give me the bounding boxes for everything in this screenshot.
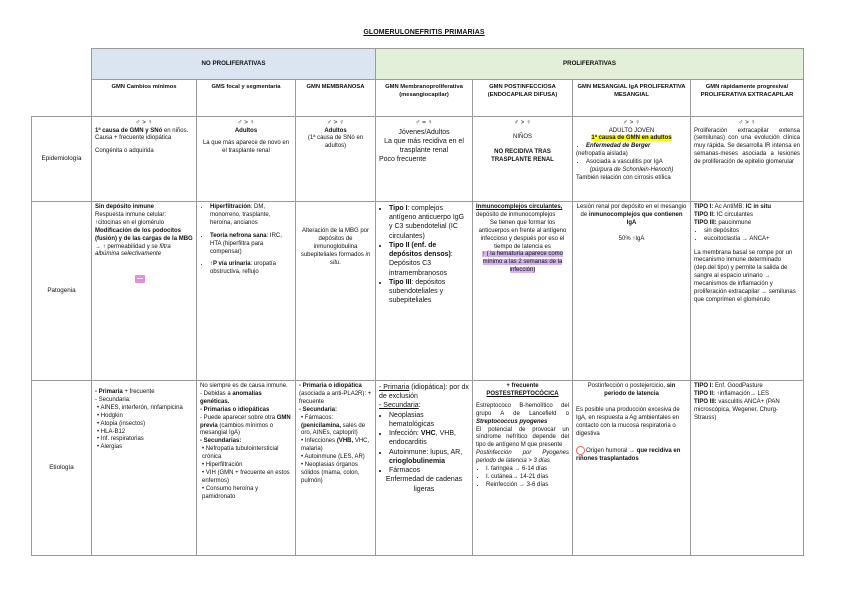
eti-text: - Primaria o idiopática [299,383,362,389]
group-header-proliferative: PROLIFERATIVAS [376,49,804,80]
col-header-rapidamente-progresiva: GMN rápidamente progresiva/ PROLIFERATIVA EXTRACAPILAR [691,80,804,117]
eti-text: Postinfección por Pyogenes periodo de latencia > 3 días [476,450,569,465]
sex-ratio: ♂ > ♀ [513,119,532,126]
eti-text: TIPO II: [694,390,715,397]
epi-text: 1ª causa de GMN en adultos [591,135,672,142]
pat-text: : IRC, HTA (hiperfiltra para compensar) [210,232,282,255]
sex-ratio: ♂ > ♀ [326,119,345,126]
epi-text: Jóvenes/Adultos [398,128,450,136]
eti-text: que recidiva en riñones trasplantados [576,448,681,463]
pat-text: ↑P vía urinaria [210,261,251,268]
eti-text: TIPO III: [694,398,717,405]
eti-text: Hiperfiltración [205,462,243,469]
eti-text: • Neoplasias hematológicas [389,411,469,429]
pat-text: : Depósitos C3 intramembranosos [389,251,453,277]
epi-text: Enfermedad de Berger [586,143,651,150]
col-header-mesangial-iga: GMN MESANGIAL IgA PROLIFERATIVA MESANGIAL [573,80,691,117]
eti-text: : [418,402,421,410]
epi-text: NIÑOS [512,133,532,140]
eti-cambios-minimos: - Primaria + frecuente - Secundaria: • AINES, interferón, rinfampicina • Hodgkin • Atopia (insectos) • HLA-B12 • Inf. respiratorias • Alergias [92,381,197,556]
eti-rapidamente-progresiva [691,381,804,556]
eti-text: Estreptococo B-hemolítico del grupo A de Lancefield o [476,402,569,417]
corner-cell [32,49,92,80]
epi-text: (nefropatía aislada) [576,151,628,158]
sex-ratio: ♂ = ♀ [415,119,433,126]
eti-text: (cambios mínimos o mesangial IgA) [200,422,274,437]
pat-mesangial-iga [573,202,691,381]
eti-text: Alergias [100,444,123,451]
epi-text: Proliferación extracapilar extensa (semilunas) con una evolución clínica muy rápida. Se desarrolla IR intensa en semanas-meses asociada a lesiones de proliferación de epitelio glomerular [694,127,800,166]
eti-membranosa: - Primaria o idiopática (asociada a anti-PLA2R): + frecuente - Secundaria: • Fármacos: (penicilamina, sales de oro, AINEs, captopril) • Infecciones (VHB, VHC, malaria) • Autoinmune (LES, AR) • Neoplasias órganos sólidos (mama, colon, pulmón) [296,381,376,556]
sex-ratio: ♂ > ♀ [738,119,756,126]
pat-text: Tipo I [389,205,408,212]
eti-text: Inf. respiratorias [100,436,144,443]
eti-text: Autoinmune: lupus, AR, [389,448,463,456]
eti-text: VHC [420,430,436,438]
pat-text: : DM, monorreno, trasplante, heroína, ancianos [210,204,271,226]
eti-focal-segmentaria: No siempre es de causa inmune. - Debidas a anomalías genéticas. - Primarias o idiopáticas - Puede aparecer sobre otra GMN previa (cambios mínimos o mesangial IgA) - Secundarias: • Nefropatía tubulointersticial crónica • Hiperfiltración • VIH (GMN + frecuente en estos enfermos) • Consumo heroína y pamidronato [197,381,296,556]
eti-text: Hodgkin [100,412,123,419]
eti-text: + frecuente [122,389,155,395]
pat-text: Tipo II (enf. de depósitos densos) [389,241,451,259]
pat-text: Respuesta inmune celular: [95,211,167,218]
eti-text: • I. faringea → 6-14 días [486,466,569,474]
eti-membranoproliferativa [376,381,473,556]
pat-text: La membrana basal se rompe por un mecanismo inmune determinado (dep.del tipo) y permite la salida de sangre al espacio urinario → mecanismos de inflamación y proliferación extracapilar → semilunas que comprimen el glomérulo [694,249,796,303]
pat-text: depósito de inmunocomplejos [476,211,556,218]
pat-text: 50% ↑IgA [618,235,645,242]
eti-text: Infección: [389,430,421,438]
epi-text: Adultos [324,127,347,134]
epi-text: 1ª causa de GMN y SNó [95,127,163,134]
eti-text: • Fármacos [389,466,469,475]
pat-text: IC in situ [745,204,772,210]
epi-cambios-minimos [92,117,197,202]
document-title: GLOMERULONEFRITIS PRIMARIAS [363,29,485,36]
pat-text: in situ. [329,251,371,266]
eti-text: - Primaria [95,389,123,395]
epi-text: La que más recidiva en el trasplante renal [384,137,464,155]
eti-text: • Reinfección → 3-6 días [486,482,569,490]
eti-text: - Secundaria [379,402,419,410]
epi-text: Adultos [234,127,258,134]
eti-text: (asociada a anti-PLA2R): + frecuente [299,390,372,405]
eti-text: anomalías genéticas. [200,390,262,405]
eti-text: El potencial de provocar un síndrome nefrítico depende del tipo de antígeno M que presente [476,426,569,449]
pat-text: filtra albúmina selectivamente [95,243,171,258]
pat-text: paucinmune [716,219,752,226]
eti-text: , VHB, endocarditis [389,430,456,447]
epi-membranoproliferativa [376,117,473,202]
pat-text: Sin depósito inmune [95,204,155,210]
row-header-etiologia: Etiología [32,381,92,556]
pat-text: Inmunocomplejos circulantes, [476,204,563,210]
epi-rapidamente-progresiva [691,117,804,202]
pat-text: Modificación de los podocitos (fusión) y de las cargas de la MBG [95,227,193,242]
pat-text: • sin depósitos [704,228,800,236]
eti-text: (idiopática): por dx de exclusión [379,384,469,401]
col-header-membranosa: GMN MEMBRANOSA [296,80,376,117]
eti-mesangial-iga [573,381,691,556]
col-header-cambios-minimos: GMN Cambios mínimos [92,80,197,117]
eti-text: Neoplasias órganos sólidos (mama, colon, pulmón) [301,462,360,484]
eti-text: (VHB, [336,438,354,445]
eti-text: - Secundarias: [200,438,242,445]
eti-text: (penicilamina, [301,422,342,429]
col-header-focal-segmentaria: GMS focal y segmentaria [197,80,296,117]
epi-text: Causa + frecuente idiopática [95,135,172,142]
pat-text: : complejos antígeno anticuerpo IgG y C3 subendotelial (IC circulantes) [389,205,465,240]
eti-text: Autoinmune (LES, AR) [304,454,365,461]
eti-text: - Primarias o idiopáticas [200,406,270,413]
sex-ratio: ♂ > ♀ [135,119,153,126]
epi-text: • Asociada a vasculitis por IgA [586,159,687,167]
glomerulonephritis-table [31,48,804,556]
pat-focal-segmentaria [197,202,296,381]
eti-text: Consumo heroína y pamidronato [202,485,259,500]
eti-text: - Debidas a [200,390,233,397]
col-header-postinfecciosa: GMN POSTINFECCIOSA (ENDOCAPILAR DIFUSA) [473,80,573,117]
pat-text: TIPO I: [694,204,714,210]
eti-text: ↑inflamación→ LES [715,390,770,397]
epi-membranosa [296,117,376,202]
eti-text: Infecciones [304,438,337,445]
eti-text: crioglobulinemia [389,457,446,465]
eti-text: TIPO I: [694,383,714,389]
eti-text: sin periodo de latencia [604,383,676,397]
epi-text: (1ª causa de SNó en adultos) [307,135,364,150]
pat-cambios-minimos [92,202,197,381]
eti-text: VHC, malaria) [301,438,370,453]
pat-text: : depósitos subendoteliales y subepiteliales [389,278,446,305]
eti-text: Origen humoral → [586,448,637,455]
eti-postinfecciosa [473,381,573,556]
sex-ratio: ♂ > ♀ [237,119,255,126]
group-header-non-proliferative: NO PROLIFERATIVAS [92,49,376,80]
pat-postinfecciosa [473,202,573,381]
row-header-epidemiologia: Epidemiología [32,117,92,202]
eti-text: Fármacos: [304,414,334,421]
epi-text: en niños. [162,127,189,134]
epi-postinfecciosa [473,117,573,202]
eti-text: Streptococcus pyogenes [476,418,548,425]
note-icon[interactable] [135,275,145,283]
pat-text: Se tienen que formar los anticuerpos en frente al antígeno infeccioso y después por eso el tiempo de latencia es [478,219,567,250]
epi-text: También relación con cirrosis etílica [576,175,671,182]
pat-text: IC circulantes [715,211,754,218]
pat-text: → ↑ permeabilidad y se [95,243,160,250]
eti-text: - Secundaria: [299,406,338,413]
eti-text: Enfermedad de cadenas ligeras [385,476,463,493]
pat-membranoproliferativa [376,202,473,381]
eti-text: Enf. GoodPasture [713,383,763,389]
epi-text: Poco frecuente [379,156,427,164]
pat-text: • eucoitoclastia → ANCA+ [704,236,800,244]
pat-text: Ac AntiMB: [713,204,746,210]
eti-text: sales de oro, AINEs, captopril) [301,422,366,437]
eti-text: Atopia (insectos) [100,420,146,427]
epi-mesangial-iga [573,117,691,202]
pat-text: : uropatía obstructiva, reflujo [210,261,276,276]
eti-text: Es posible una producción excesiva de IgA, en respuesta a Ag ambientales en contacto con la mucosa respiratoria o digestiva [576,406,680,437]
pat-text: Tipo III [389,278,412,286]
eti-text: + frecuente [506,383,539,389]
epi-focal-segmentaria [197,117,296,202]
epi-text: La que más aparece de novo en el trasplante renal [202,140,290,155]
pat-text: Lesión renal por depósito en el mesangio de [576,204,687,218]
epi-text: ADULTO JOVEN [608,127,655,134]
eti-text: - Secundaria: [95,396,131,403]
col-header-membranoproliferativa: GMN Membranoproliferativa (mesangiocapilar) [376,80,473,117]
eti-text: vasculitis ANCA+ (PAN microscópica, Wegener, Churg-Strauss) [694,398,780,421]
pat-text: ↑ ( la hematuria aparece como mínimo a las 2 semanas de la infección) [481,251,564,274]
pat-text: Hiperfiltración [210,204,251,210]
eti-text: - Primaria [379,384,410,391]
pat-rapidamente-progresiva [691,202,804,381]
eti-text: POSTESTREPTOCÓCICA [486,390,559,397]
pat-text: inmunocomplejos que contienen IgA [588,211,683,226]
eti-text: AINES, interferón, rinfampicina [100,404,183,411]
pat-text: ↑citocinas en el glomérulo [95,219,165,226]
pat-text: TIPO III: [694,219,717,226]
eti-text: - Puede aparecer sobre otra [200,414,277,421]
pat-text: TIPO II: [694,211,715,218]
sex-ratio: ♂ > ♀ [622,119,641,126]
eti-text: Postinfección o postejercicio, [587,383,667,389]
eti-text: VIH (GMN + frecuente en estos enfermos) [202,469,290,484]
circle-annotation [576,446,585,455]
epi-text: (púrpura de Schonlein-Henoch) [589,167,674,174]
pat-membranosa [296,202,376,381]
eti-text: • I. cutánea→ 14-21 días [486,474,569,482]
epi-text: NO RECIDIVA TRAS TRASPLANTE RENAL [491,149,554,164]
eti-text: Nefropatía tubulointersticial crónica [202,446,279,461]
pat-text: Teoría nefrona sana [210,232,267,239]
epi-text: Congénita o adquirida [95,148,154,155]
eti-text: HLA-B12 [100,428,126,435]
corner-cell [32,80,92,117]
eti-text: No siempre es de causa inmune. [200,383,288,389]
eti-text: GMN previa [200,414,291,429]
row-header-patogenia: Patogenia [32,202,92,381]
pat-text: Alteración de la MBG por depósitos de inmunoglobulina subepiteliales formados [300,228,370,258]
